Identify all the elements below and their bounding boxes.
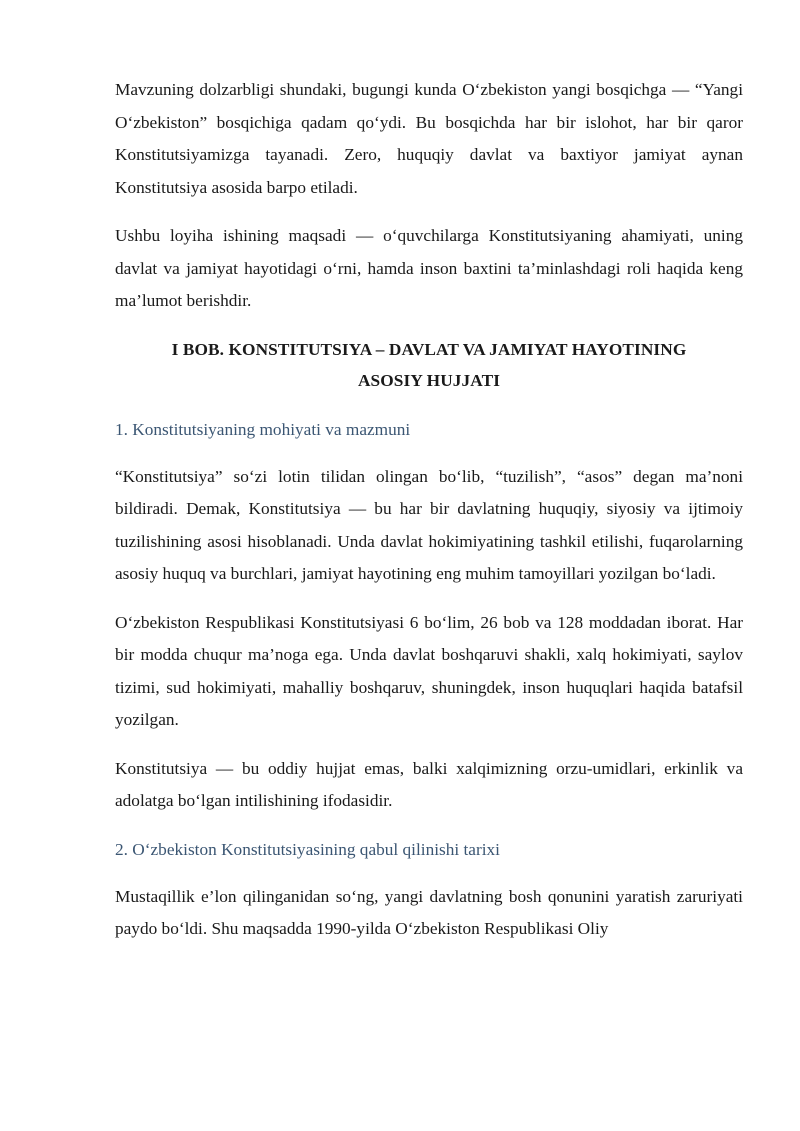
chapter-title-line1: I BOB. KONSTITUTSIYA – DAVLAT VA JAMIYAT HAYOTINING bbox=[171, 339, 687, 359]
paragraph-constitution-structure: O‘zbekiston Respublikasi Konstitutsiyasi 6 bo‘lim, 26 bob va 128 moddadan iborat. Har bir modda chuqur ma’noga ega. Unda davlat boshqaruvi shakli, xalq hokimiyati, saylov tizimi, sud hokimiyati, mahalliy boshqaruv, shuningdek, inson huquqlari haqida batafsil yozilgan. bbox=[115, 612, 743, 729]
document-body bbox=[115, 74, 743, 962]
paragraph-relevance: Mavzuning dolzarbligi shundaki, bugungi kunda O‘zbekiston yangi bosqichga — “Yangi O‘zbekiston” bosqichiga qadam qo‘ydi. Bu bosqichda har bir islohot, har bir qaror Konstitutsiyamizga tayanadi. Zero, huquqiy davlat va baxtiyor jamiyat aynan Konstitutsiya asosida barpo etiladi. bbox=[115, 80, 743, 197]
chapter-title bbox=[115, 334, 743, 396]
section-heading-1: 1. Konstitutsiyaning mohiyati va mazmuni bbox=[115, 419, 411, 439]
paragraph-adoption-history: Mustaqillik e’lon qilinganidan so‘ng, yangi davlatning bosh qonunini yaratish zaruriyati paydo bo‘ldi. Shu maqsadda 1990-yilda O‘zbekiston Respublikasi Oliy bbox=[115, 886, 743, 938]
chapter-title-line2: ASOSIY HUJJATI bbox=[357, 370, 501, 390]
paragraph-constitution-expression: Konstitutsiya — bu oddiy hujjat emas, balki xalqimizning orzu-umidlari, erkinlik va adolatga bo‘lgan intilishining ifodasidir. bbox=[115, 758, 743, 810]
section-heading-2: 2. O‘zbekiston Konstitutsiyasining qabul qilinishi tarixi bbox=[115, 839, 500, 859]
paragraph-constitution-meaning: “Konstitutsiya” so‘zi lotin tilidan olingan bo‘lib, “tuzilish”, “asos” degan ma’noni bildiradi. Demak, Konstitutsiya — bu har bir davlatning huquqiy, siyosiy va ijtimoiy tuzilishining asosi hisoblanadi. Unda davlat hokimiyatining tashkil etilishi, fuqarolarning asosiy huquq va burchlari, jamiyat hayotining eng muhim tamoyillari yozilgan bo‘ladi. bbox=[115, 466, 743, 583]
paragraph-project-goal: Ushbu loyiha ishining maqsadi — o‘quvchilarga Konstitutsiyaning ahamiyati, uning davlat va jamiyat hayotidagi o‘rni, hamda inson baxtini ta’minlashdagi roli haqida keng ma’lumot berishdir. bbox=[115, 226, 743, 310]
